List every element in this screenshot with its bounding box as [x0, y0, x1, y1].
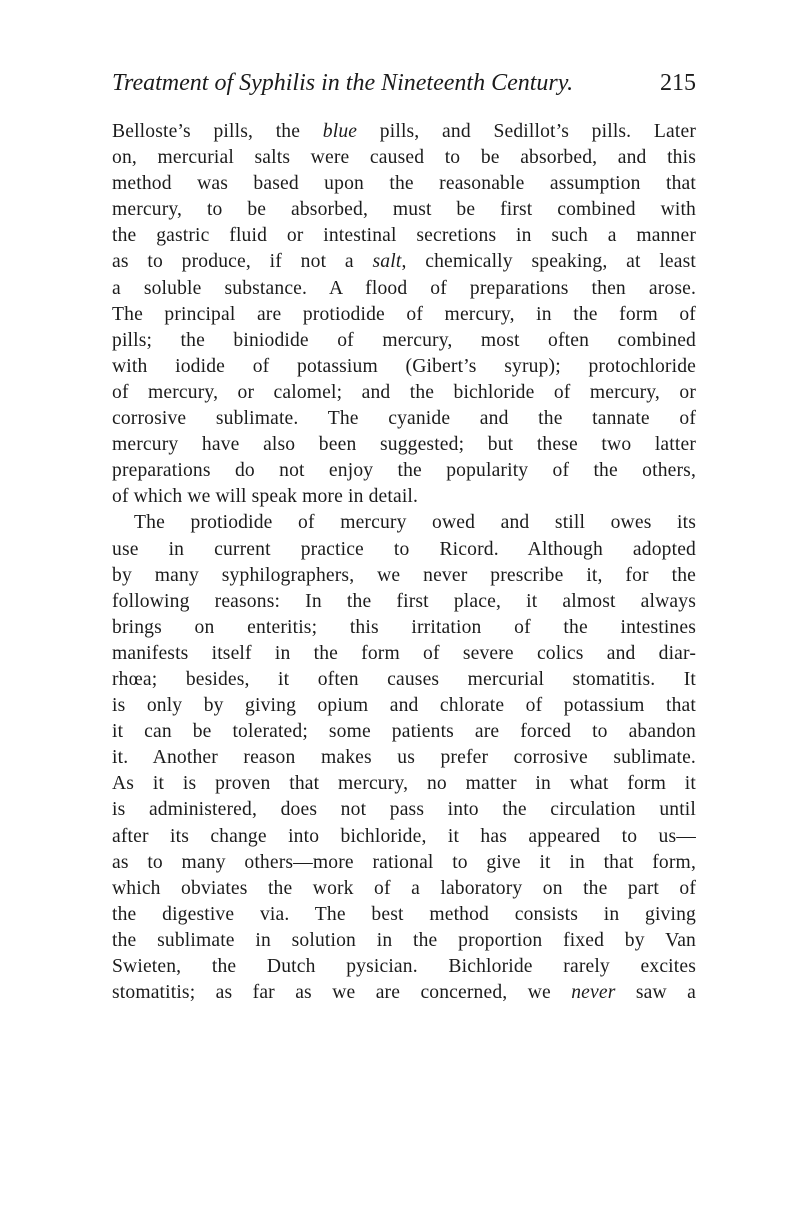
italic-emphasis: never: [571, 982, 616, 1004]
text-line: corrosive sublimate. The cyanide and the tannate of: [112, 408, 696, 430]
text-line: the gastric fluid or intestinal secretions in such a manner: [112, 225, 696, 247]
text-line: it can be tolerated; some patients are forced to abandon: [112, 721, 696, 743]
text-line: as to produce, if not a salt, chemically speaking, at least: [112, 251, 696, 273]
text-line: use in current practice to Ricord. Although adopted: [112, 538, 696, 560]
text-line: As it is proven that mercury, no matter in what form it: [112, 773, 696, 795]
italic-emphasis: salt: [372, 251, 402, 273]
text-line: with iodide of potassium (Gibert’s syrup); protochloride: [112, 355, 696, 377]
text-line: Swieten, the Dutch pysician. Bichloride rarely excites: [112, 956, 696, 977]
text-line: the digestive via. The best method consists in giving: [112, 903, 696, 925]
text-line: stomatitis; as far as we are concerned, we never saw a: [112, 982, 696, 1004]
text-line: The principal are protiodide of mercury, in the form of: [112, 303, 696, 325]
text-line: after its change into bichloride, it has appeared to us—: [112, 825, 696, 847]
text-line: brings on enteritis; this irritation of the intestines: [112, 616, 696, 638]
text-line: as to many others—more rational to give it in that form,: [112, 851, 696, 873]
page-number: 215: [660, 70, 696, 96]
text-line: The protiodide of mercury owed and still owes its: [134, 512, 696, 534]
text-line: rhœa; besides, it often causes mercurial stomatitis. It: [112, 668, 696, 690]
text-line: pills; the biniodide of mercury, most often combined: [112, 329, 696, 351]
text-line: of mercury, or calomel; and the bichloride of mercury, or: [112, 381, 696, 403]
text-line: on, mercurial salts were caused to be absorbed, and this: [112, 147, 696, 169]
text-line: a soluble substance. A flood of preparations then arose.: [112, 277, 696, 299]
italic-emphasis: blue: [322, 121, 358, 142]
text-line: mercury, to be absorbed, must be first combined with: [112, 199, 696, 221]
text-line: of which we will speak more in detail.: [112, 486, 419, 508]
text-line: following reasons: In the first place, it almost always: [112, 590, 696, 612]
text-line: the sublimate in solution in the proportion fixed by Van: [112, 929, 696, 951]
text-line: preparations do not enjoy the popularity of the others,: [112, 460, 696, 482]
text-line: is administered, does not pass into the circulation until: [112, 799, 696, 821]
text-line: which obviates the work of a laboratory on the part of: [112, 877, 696, 899]
text-line: method was based upon the reasonable assumption that: [112, 173, 696, 195]
text-line: mercury have also been suggested; but these two latter: [112, 434, 696, 456]
running-head: [112, 66, 696, 100]
text-line: Belloste’s pills, the blue pills, and Sedillot’s pills. Later: [112, 121, 696, 142]
body-text: [112, 119, 696, 1006]
text-line: manifests itself in the form of severe colics and diar-: [112, 642, 696, 664]
running-head-title: Treatment of Syphilis in the Nineteenth Century.: [112, 70, 574, 96]
text-line: by many syphilographers, we never prescribe it, for the: [112, 564, 696, 586]
text-line: is only by giving opium and chlorate of potassium that: [112, 695, 696, 717]
text-line: it. Another reason makes us prefer corrosive sublimate.: [112, 747, 696, 769]
